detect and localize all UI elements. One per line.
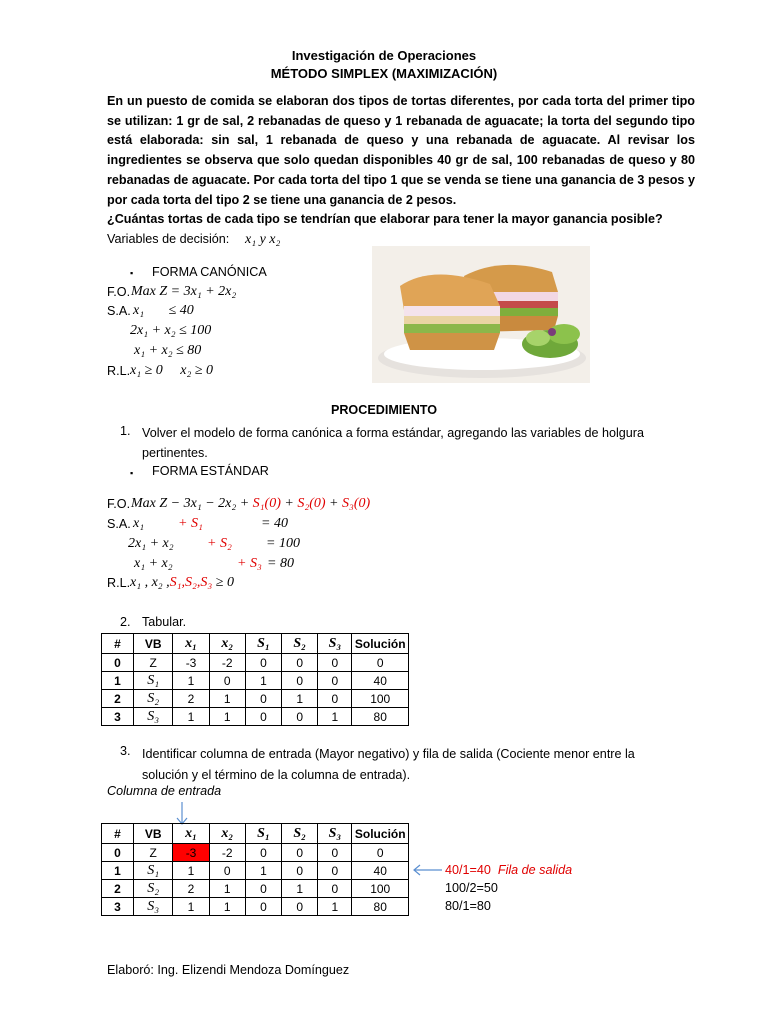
header-cell: x₂ — [209, 634, 245, 654]
table-cell: 0 — [318, 672, 352, 690]
non-negativity: x₁ ≥ 0 x₂ ≥ 0 — [130, 363, 214, 378]
row-index: 1 — [102, 672, 134, 690]
table-cell: 0 — [318, 654, 352, 672]
entry-column-label: Columna de entrada — [107, 784, 222, 798]
table-header-row — [102, 824, 409, 844]
std-rl-geq: ≥ 0 — [215, 575, 234, 590]
table-cell: 0 — [282, 898, 318, 916]
header-cell: VB — [133, 824, 172, 844]
std-c2-rhs: = 100 — [266, 536, 300, 551]
table-cell: 0 — [282, 708, 318, 726]
table-cell: 1 — [173, 862, 209, 880]
constraint-3: x₁ + x₂ ≤ 80 — [134, 343, 202, 358]
table-cell: 1 — [245, 672, 281, 690]
table-cell: 0 — [209, 672, 245, 690]
table-cell: 1 — [209, 690, 245, 708]
ratio-row-3: 80/1=80 — [445, 899, 491, 913]
table-cell: 0 — [245, 844, 281, 862]
std-rl-x: x₁ , x₂ , — [130, 575, 170, 590]
decision-variables-label: Variables de decisión: — [107, 232, 230, 246]
decision-variables: x₁ y x₂ — [245, 232, 281, 247]
table-cell: 0 — [245, 654, 281, 672]
fo-label: F.O. — [107, 285, 131, 299]
header-cell: S₁ — [245, 634, 281, 654]
objective-function: Max Z = 3x₁ + 2x₂ — [131, 284, 237, 299]
rl-label: R.L. — [107, 364, 131, 378]
problem-statement: En un puesto de comida se elaboran dos tipos de tortas diferentes, por cada torta del primer tipo se utilizan: 1 gr de sal, 2 rebanadas de queso y 1 rebanada de aguacate; la torta del segundo tipo está elaborada: sin sal, 1 rebanada de queso y una rebanada de aguacate. Al revisar los ingredientes se observa que solo quedan disponibles 40 gr de sal, 100 rebanadas de queso y 80 rebanadas de aguacate. Por cada torta del tipo 1 que se venda se tiene una ganancia de 3 pesos y por cada torta del tipo 2 se tiene una ganancia de 2 pesos. — [107, 94, 695, 207]
step2-number: 2. — [120, 615, 131, 629]
table-cell: S₃ — [133, 708, 172, 726]
table-cell: 2 — [173, 880, 209, 898]
step1-text: Volver el modelo de forma canónica a forma estándar, agregando las variables de holgura pertinentes. — [142, 426, 644, 460]
table-row — [102, 708, 409, 726]
table-cell: 1 — [245, 862, 281, 880]
header-cell: # — [102, 634, 134, 654]
std-c3-lhs: x₁ + x₂ — [134, 556, 173, 571]
header-cell: VB — [133, 634, 172, 654]
header-cell: x₁ — [173, 634, 209, 654]
header-cell: x₁ — [173, 824, 209, 844]
std-c1-rhs: = 40 — [261, 516, 288, 531]
std-objective-function — [131, 496, 370, 512]
exit-row-label: Fila de salida — [497, 863, 573, 877]
table-cell: S₁ — [133, 862, 172, 880]
table-cell: 1 — [282, 880, 318, 898]
step1-number: 1. — [120, 424, 131, 438]
std-fo-s1: S₁(0) — [252, 496, 281, 511]
standard-form-heading: FORMA ESTÁNDAR — [152, 464, 269, 478]
table-cell: 1 — [318, 708, 352, 726]
std-c3-rhs: = 80 — [267, 556, 294, 571]
std-rl — [130, 575, 234, 591]
table-cell: 0 — [282, 672, 318, 690]
std-fo-label: F.O. — [107, 497, 131, 511]
table-cell: S₁ — [133, 672, 172, 690]
row-index: 2 — [102, 880, 134, 898]
table-cell: 0 — [282, 844, 318, 862]
table-cell: 0 — [318, 844, 352, 862]
table-cell: 0 — [282, 654, 318, 672]
row-index: 3 — [102, 708, 134, 726]
table-row — [102, 880, 409, 898]
table-cell: 40 — [352, 862, 409, 880]
bullet-icon: ▪ — [130, 268, 134, 278]
table-cell: 80 — [352, 708, 409, 726]
table-row — [102, 862, 409, 880]
table-row — [102, 654, 409, 672]
table-row — [102, 898, 409, 916]
author-footer: Elaboró: Ing. Elizendi Mendoza Domínguez — [107, 963, 350, 977]
step2-text: Tabular. — [142, 615, 187, 629]
document-subtitle: MÉTODO SIMPLEX (MAXIMIZACIÓN) — [270, 66, 498, 81]
header-cell: # — [102, 824, 134, 844]
row-index: 0 — [102, 654, 134, 672]
table-cell: S₃ — [133, 898, 172, 916]
simplex-table-initial — [101, 633, 409, 726]
table-cell: 1 — [173, 898, 209, 916]
header-cell: Solución — [352, 634, 409, 654]
table-cell: 1 — [209, 880, 245, 898]
std-c2-slack: + S₂ — [207, 536, 232, 551]
ratio-row-1 — [445, 863, 572, 877]
procedure-heading: PROCEDIMIENTO — [330, 403, 438, 417]
table-cell: 0 — [245, 690, 281, 708]
pivot-column-cell: -3 — [173, 844, 209, 862]
canonical-heading: FORMA CANÓNICA — [152, 265, 267, 279]
table-cell: 1 — [209, 708, 245, 726]
row-index: 2 — [102, 690, 134, 708]
std-c2-lhs: 2x₁ + x₂ — [128, 536, 174, 551]
ratio-1-value: 40/1=40 — [445, 863, 491, 877]
std-c1-slack: + S₁ — [178, 516, 203, 531]
std-fo-s2: S₂(0) — [297, 496, 326, 511]
row-index: 3 — [102, 898, 134, 916]
table-cell: 0 — [352, 654, 409, 672]
document-title: Investigación de Operaciones — [291, 48, 477, 63]
std-fo-main: Max Z − 3x₁ − 2x₂ + — [131, 496, 253, 511]
std-rl-label: R.L. — [107, 576, 131, 590]
table-row — [102, 690, 409, 708]
header-cell: S₃ — [318, 634, 352, 654]
table-cell: -2 — [209, 844, 245, 862]
ratio-row-2: 100/2=50 — [445, 881, 498, 895]
std-sa-label: S.A. — [107, 517, 131, 531]
sa-label: S.A. — [107, 304, 131, 318]
header-cell: x₂ — [209, 824, 245, 844]
table-cell: 1 — [282, 690, 318, 708]
table-cell: 1 — [173, 708, 209, 726]
table-cell: 1 — [173, 672, 209, 690]
table-cell: 0 — [245, 898, 281, 916]
std-c1-lhs: x₁ — [133, 516, 145, 531]
constraint-2: 2x₁ + x₂ ≤ 100 — [130, 323, 212, 338]
header-cell: S₃ — [318, 824, 352, 844]
table-cell: -3 — [173, 654, 209, 672]
row-index: 0 — [102, 844, 134, 862]
step3-text: Identificar columna de entrada (Mayor negativo) y fila de salida (Cociente menor entre la solución y el término de la columna de entrada). — [142, 747, 635, 782]
plus-sign: + — [280, 496, 298, 511]
table-cell: Z — [133, 844, 172, 862]
table-cell: Z — [133, 654, 172, 672]
std-fo-s3: S₃(0) — [341, 496, 371, 511]
table-row — [102, 844, 409, 862]
arrow-left-icon — [412, 864, 442, 876]
table-row — [102, 672, 409, 690]
header-cell: S₂ — [282, 824, 318, 844]
table-cell: 0 — [318, 862, 352, 880]
table-cell: -2 — [209, 654, 245, 672]
plus-sign: + — [325, 496, 342, 511]
simplex-table-pivot — [101, 823, 409, 916]
table-cell: S₂ — [133, 690, 172, 708]
header-cell: S₂ — [282, 634, 318, 654]
table-cell: 0 — [245, 708, 281, 726]
table-cell: 0 — [318, 880, 352, 898]
table-cell: 100 — [352, 690, 409, 708]
table-header-row — [102, 634, 409, 654]
std-c3-slack: + S₃ — [237, 556, 262, 571]
table-cell: 2 — [173, 690, 209, 708]
table-cell: 80 — [352, 898, 409, 916]
table-cell: 0 — [282, 862, 318, 880]
step3-number: 3. — [120, 744, 131, 758]
std-rl-slacks: S₁,S₂,S₃ — [169, 575, 213, 590]
table-cell: 0 — [209, 862, 245, 880]
sandwich-image — [372, 246, 590, 383]
table-cell: 0 — [318, 690, 352, 708]
row-index: 1 — [102, 862, 134, 880]
bullet-icon: ▪ — [130, 468, 134, 478]
problem-question: ¿Cuántas tortas de cada tipo se tendrían que elaborar para tener la mayor ganancia posible? — [107, 212, 663, 226]
header-cell: S₁ — [245, 824, 281, 844]
table-cell: 40 — [352, 672, 409, 690]
table-cell: 100 — [352, 880, 409, 898]
header-cell: Solución — [352, 824, 409, 844]
table-cell: 1 — [209, 898, 245, 916]
table-cell: 0 — [352, 844, 409, 862]
constraint-1: x₁ ≤ 40 — [133, 303, 194, 318]
table-cell: 1 — [318, 898, 352, 916]
table-cell: 0 — [245, 880, 281, 898]
table-cell: S₂ — [133, 880, 172, 898]
